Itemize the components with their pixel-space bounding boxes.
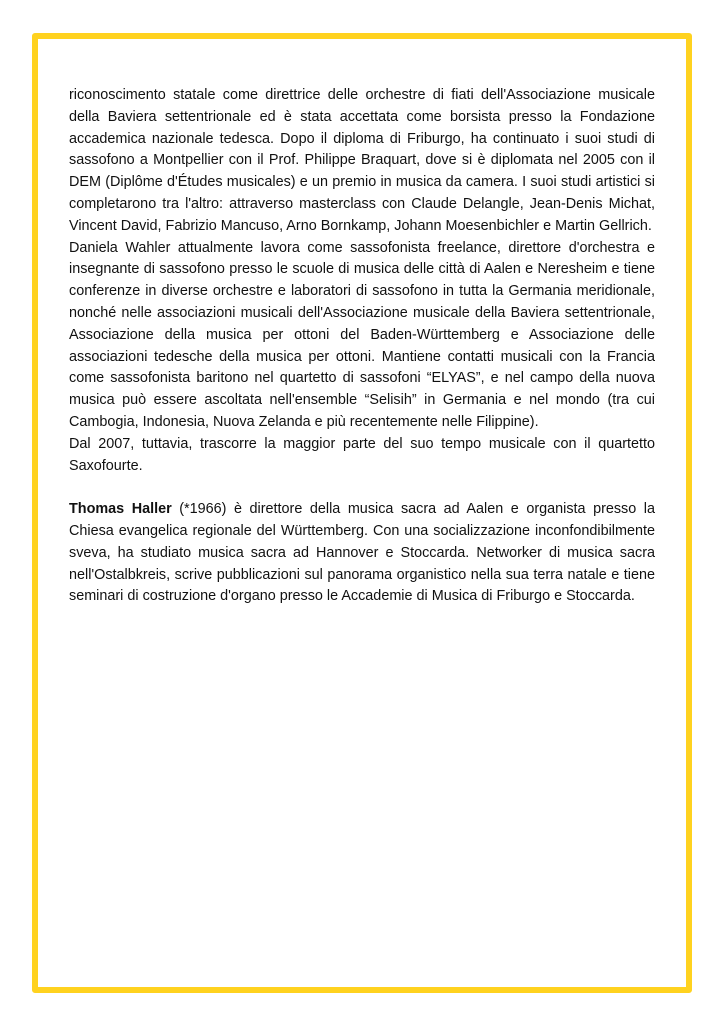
paragraph-career: Daniela Wahler attualmente lavora come sassofonista freelance, direttore d'orchestra e insegnante di sassofono presso le scuole di musica delle città di Aalen e Neresheim e tiene conferenze in diverse orchestre e laboratori di sassofono in tutta la Germania meridionale, nonché nelle associazioni musicali dell'Associazione musicale della Baviera settentrionale, Associazione della musica per ottoni del Baden-Württemberg e Associazione delle associazioni tedesche della musica per ottoni. Mantiene contatti musicali con la Francia come sassofonista baritono nel quartetto di sassofoni “ELYAS”, e nel campo della nuova musica può essere ascoltata nell'ensemble “Selisih” in Germania e nel mondo (tra cui Cambogia, Indonesia, Nuova Zelanda e più recentemente nelle Filippine). (69, 239, 655, 430)
paragraph-thomas-haller (69, 499, 655, 608)
paragraph-saxofourte: Dal 2007, tuttavia, trascorre la maggior parte del suo tempo musicale con il quartetto Saxofourte. (69, 435, 655, 474)
person-bio: (*1966) è direttore della musica sacra ad Aalen e organista presso la Chiesa evangelica regionale del Württemberg. Con una socializzazione inconfondibilmente sveva, ha studiato musica sacra ad Hannover e Stoccarda. Networker di musica sacra nell'Ostalbkreis, scrive pubblicazioni sul panorama organistico nella sua terra natale e tiene seminari di costruzione d'organo presso le Accademie di Musica di Friburgo e Stoccarda. (69, 501, 655, 605)
person-name: Thomas Haller (69, 501, 172, 518)
document-body (69, 85, 655, 608)
paragraph-studies: riconoscimento statale come direttrice delle orchestre di fiati dell'Associazione musicale della Baviera settentrionale ed è stata accettata come borsista presso la Fondazione accademica nazionale tedesca. Dopo il diploma di Friburgo, ha continuato i suoi studi di sassofono a Montpellier con il Prof. Philippe Braquart, dove si è diplomata nel 2005 con il DEM (Diplôme d'Études musicales) e un premio in musica da camera. I suoi studi artistici si completarono tra l'altro: attraverso masterclass con Claude Delangle, Jean-Denis Michat, Vincent David, Fabrizio Mancuso, Arno Bornkamp, Johann Moesenbichler e Martin Gellrich. (69, 87, 655, 234)
